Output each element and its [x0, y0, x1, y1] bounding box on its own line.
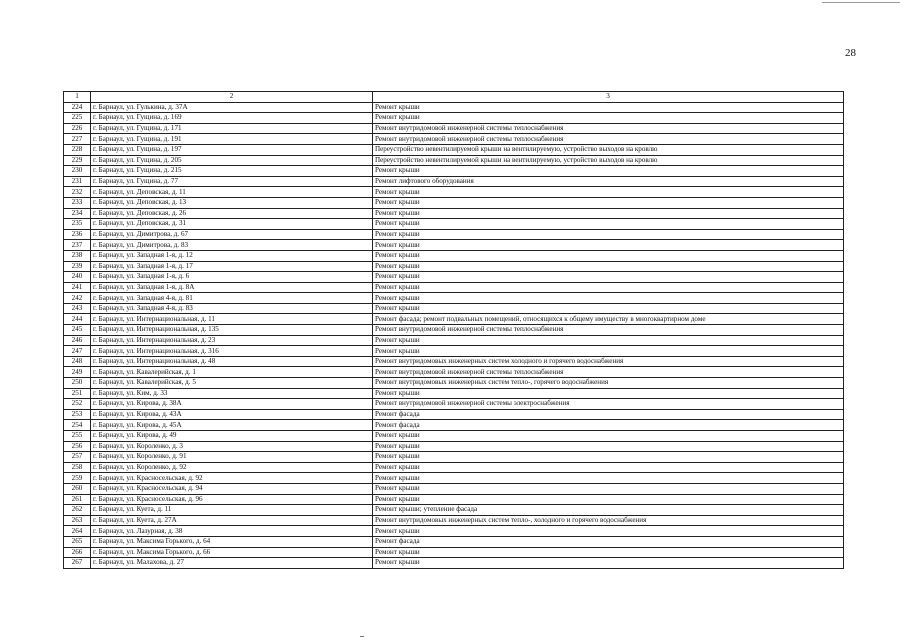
row-address: г. Барнаул, ул. Западная 1-я, д. 8А — [91, 282, 373, 293]
table-row — [64, 536, 844, 547]
row-number: 247 — [64, 346, 91, 357]
row-number: 255 — [64, 431, 91, 442]
row-address: г. Барнаул, ул. Красносельская, д. 96 — [91, 494, 373, 505]
row-number: 226 — [64, 123, 91, 134]
table-row — [64, 420, 844, 431]
column-header-address: 2 — [91, 92, 373, 103]
row-address: г. Барнаул, ул. Деповская, д. 26 — [91, 208, 373, 219]
row-address: г. Барнаул, ул. Короленко, д. 91 — [91, 452, 373, 463]
table-row — [64, 378, 844, 389]
row-address: г. Барнаул, ул. Куета, д. 27А — [91, 515, 373, 526]
page-number: 28 — [845, 47, 856, 59]
row-work-type: Ремонт крыши — [373, 240, 844, 251]
table-row — [64, 134, 844, 145]
table-row — [64, 293, 844, 304]
row-address: г. Барнаул, ул. Гущина, д. 77 — [91, 176, 373, 187]
table-row — [64, 240, 844, 251]
row-number: 242 — [64, 293, 91, 304]
row-work-type: Ремонт крыши — [373, 272, 844, 283]
row-work-type: Ремонт крыши — [373, 293, 844, 304]
row-work-type: Ремонт крыши — [373, 441, 844, 452]
row-work-type: Ремонт внутридомовой инженерной системы теплоснабжения — [373, 134, 844, 145]
row-work-type: Ремонт крыши — [373, 388, 844, 399]
row-work-type: Ремонт крыши — [373, 303, 844, 314]
row-number: 259 — [64, 473, 91, 484]
table-row — [64, 166, 844, 177]
row-work-type: Ремонт крыши — [373, 250, 844, 261]
row-number: 260 — [64, 483, 91, 494]
row-number: 235 — [64, 219, 91, 230]
row-number: 225 — [64, 113, 91, 124]
row-address: г. Барнаул, ул. Кавалерийская, д. 5 — [91, 378, 373, 389]
row-work-type: Ремонт внутридомовой инженерной системы электроснабжения — [373, 399, 844, 410]
row-number: 248 — [64, 356, 91, 367]
row-number: 261 — [64, 494, 91, 505]
row-address: г. Барнаул, ул. Гущина, д. 171 — [91, 123, 373, 134]
row-number: 238 — [64, 250, 91, 261]
table-row — [64, 197, 844, 208]
row-number: 262 — [64, 505, 91, 516]
column-header-work-type: 3 — [373, 92, 844, 103]
row-work-type: Ремонт крыши — [373, 473, 844, 484]
table-row — [64, 282, 844, 293]
table-row — [64, 123, 844, 134]
row-work-type: Ремонт крыши — [373, 558, 844, 569]
row-number: 254 — [64, 420, 91, 431]
table-row — [64, 431, 844, 442]
table-row — [64, 409, 844, 420]
row-work-type: Ремонт крыши — [373, 483, 844, 494]
row-work-type: Ремонт крыши — [373, 219, 844, 230]
table-row — [64, 547, 844, 558]
row-number: 233 — [64, 197, 91, 208]
row-address: г. Барнаул, ул. Гущина, д. 205 — [91, 155, 373, 166]
row-address: г. Барнаул, ул. Куета, д. 11 — [91, 505, 373, 516]
row-address: г. Барнаул, ул. Западная 4-я, д. 81 — [91, 293, 373, 304]
row-work-type: Переустройство невентилируемой крыши на вентилируемую, устройство выходов на кровлю — [373, 155, 844, 166]
table-row — [64, 526, 844, 537]
row-address: г. Барнаул, ул. Интернациональная, д. 316 — [91, 346, 373, 357]
row-address: г. Барнаул, ул. Малахова, д. 27 — [91, 558, 373, 569]
row-number: 252 — [64, 399, 91, 410]
row-work-type: Ремонт внутридомовой инженерной системы теплоснабжения — [373, 123, 844, 134]
row-address: г. Барнаул, ул. Красносельская, д. 94 — [91, 483, 373, 494]
row-address: г. Барнаул, ул. Максима Горького, д. 66 — [91, 547, 373, 558]
table-row — [64, 250, 844, 261]
row-number: 257 — [64, 452, 91, 463]
table-row — [64, 356, 844, 367]
table-row — [64, 314, 844, 325]
table-row — [64, 187, 844, 198]
row-work-type: Ремонт крыши — [373, 547, 844, 558]
row-address: г. Барнаул, ул. Деповская, д. 11 — [91, 187, 373, 198]
column-header-number: 1 — [64, 92, 91, 103]
table-row — [64, 494, 844, 505]
table-header-row — [64, 92, 844, 103]
table-row — [64, 367, 844, 378]
row-number: 264 — [64, 526, 91, 537]
row-number: 229 — [64, 155, 91, 166]
row-number: 251 — [64, 388, 91, 399]
row-work-type: Ремонт крыши — [373, 346, 844, 357]
row-address: г. Барнаул, ул. Кирова, д. 43А — [91, 409, 373, 420]
row-work-type: Ремонт крыши — [373, 282, 844, 293]
row-work-type: Ремонт крыши — [373, 197, 844, 208]
row-work-type: Ремонт лифтового оборудования — [373, 176, 844, 187]
row-address: г. Барнаул, ул. Димитрова, д. 83 — [91, 240, 373, 251]
row-work-type: Ремонт крыши — [373, 494, 844, 505]
row-address: г. Барнаул, ул. Гущина, д. 169 — [91, 113, 373, 124]
row-address: г. Барнаул, ул. Кирова, д. 45А — [91, 420, 373, 431]
row-work-type: Ремонт фасада — [373, 409, 844, 420]
table-row — [64, 441, 844, 452]
row-work-type: Ремонт крыши; утепление фасада — [373, 505, 844, 516]
row-address: г. Барнаул, ул. Максима Горького, д. 64 — [91, 536, 373, 547]
row-number: 267 — [64, 558, 91, 569]
row-address: г. Барнаул, ул. Гущина, д. 215 — [91, 166, 373, 177]
row-number: 230 — [64, 166, 91, 177]
row-number: 263 — [64, 515, 91, 526]
table-row — [64, 346, 844, 357]
row-address: г. Барнаул, ул. Лазурная, д. 38 — [91, 526, 373, 537]
row-number: 245 — [64, 325, 91, 336]
row-number: 253 — [64, 409, 91, 420]
table-row — [64, 303, 844, 314]
row-number: 228 — [64, 144, 91, 155]
table-row — [64, 505, 844, 516]
row-address: г. Барнаул, ул. Интернациональная, д. 48 — [91, 356, 373, 367]
row-address: г. Барнаул, ул. Гущина, д. 197 — [91, 144, 373, 155]
table-row — [64, 219, 844, 230]
table-row — [64, 261, 844, 272]
row-work-type: Ремонт крыши — [373, 187, 844, 198]
row-work-type: Ремонт крыши — [373, 229, 844, 240]
row-work-type: Ремонт крыши — [373, 261, 844, 272]
row-number: 237 — [64, 240, 91, 251]
table-row — [64, 473, 844, 484]
row-address: г. Барнаул, ул. Интернациональная, д. 135 — [91, 325, 373, 336]
row-address: г. Барнаул, ул. Димитрова, д. 67 — [91, 229, 373, 240]
row-work-type: Ремонт фасада — [373, 420, 844, 431]
row-work-type: Ремонт крыши — [373, 335, 844, 346]
scan-edge-mark — [822, 2, 900, 5]
row-work-type: Ремонт крыши — [373, 431, 844, 442]
row-work-type: Ремонт внутридомовых инженерных систем тепло-, горячего водоснабжения — [373, 378, 844, 389]
row-number: 227 — [64, 134, 91, 145]
table-row — [64, 335, 844, 346]
row-number: 246 — [64, 335, 91, 346]
table-body — [64, 102, 844, 568]
row-work-type: Ремонт крыши — [373, 102, 844, 113]
row-number: 256 — [64, 441, 91, 452]
row-work-type: Ремонт фасада — [373, 536, 844, 547]
table-row — [64, 483, 844, 494]
table-row — [64, 399, 844, 410]
row-number: 258 — [64, 462, 91, 473]
row-number: 250 — [64, 378, 91, 389]
row-work-type: Переустройство невентилируемой крыши на вентилируемую, устройство выходов на кровлю — [373, 144, 844, 155]
row-address: г. Барнаул, ул. Деповская, д. 31 — [91, 219, 373, 230]
table-row — [64, 144, 844, 155]
row-work-type: Ремонт внутридомовых инженерных систем холодного и горячего водоснабжения — [373, 356, 844, 367]
row-address: г. Барнаул, ул. Западная 1-я, д. 6 — [91, 272, 373, 283]
table-row — [64, 325, 844, 336]
table-row — [64, 102, 844, 113]
row-address: г. Барнаул, ул. Западная 4-я, д. 83 — [91, 303, 373, 314]
row-work-type: Ремонт внутридомовой инженерной системы теплоснабжения — [373, 367, 844, 378]
row-address: г. Барнаул, ул. Деповская, д. 13 — [91, 197, 373, 208]
row-number: 234 — [64, 208, 91, 219]
row-address: г. Барнаул, ул. Красносельская, д. 92 — [91, 473, 373, 484]
repair-register-table — [63, 91, 844, 569]
table-row — [64, 113, 844, 124]
scan-speck — [360, 636, 364, 637]
row-address: г. Барнаул, ул. Кирова, д. 49 — [91, 431, 373, 442]
row-number: 232 — [64, 187, 91, 198]
table-row — [64, 462, 844, 473]
row-address: г. Барнаул, ул. Гулькина, д. 37А — [91, 102, 373, 113]
row-address: г. Барнаул, ул. Кавалерийская, д. 1 — [91, 367, 373, 378]
row-address: г. Барнаул, ул. Гущина, д. 191 — [91, 134, 373, 145]
table-row — [64, 176, 844, 187]
row-work-type: Ремонт фасада; ремонт подвальных помещений, относящихся к общему имуществу в многоквартирном доме — [373, 314, 844, 325]
row-work-type: Ремонт крыши — [373, 526, 844, 537]
table-row — [64, 272, 844, 283]
row-work-type: Ремонт крыши — [373, 113, 844, 124]
table-row — [64, 515, 844, 526]
table-row — [64, 208, 844, 219]
row-number: 231 — [64, 176, 91, 187]
row-number: 241 — [64, 282, 91, 293]
row-number: 244 — [64, 314, 91, 325]
row-number: 224 — [64, 102, 91, 113]
row-address: г. Барнаул, ул. Западная 1-я, д. 12 — [91, 250, 373, 261]
row-number: 265 — [64, 536, 91, 547]
row-address: г. Барнаул, ул. Короленко, д. 92 — [91, 462, 373, 473]
row-work-type: Ремонт внутридомовой инженерной системы теплоснабжения — [373, 325, 844, 336]
row-work-type: Ремонт крыши — [373, 452, 844, 463]
table-row — [64, 229, 844, 240]
row-number: 249 — [64, 367, 91, 378]
row-address: г. Барнаул, ул. Кирова, д. 38А — [91, 399, 373, 410]
row-number: 239 — [64, 261, 91, 272]
row-work-type: Ремонт крыши — [373, 166, 844, 177]
row-number: 240 — [64, 272, 91, 283]
row-number: 243 — [64, 303, 91, 314]
row-address: г. Барнаул, ул. Интернациональная, д. 23 — [91, 335, 373, 346]
table-row — [64, 155, 844, 166]
row-address: г. Барнаул, ул. Короленко, д. 3 — [91, 441, 373, 452]
row-work-type: Ремонт крыши — [373, 208, 844, 219]
row-number: 236 — [64, 229, 91, 240]
table-row — [64, 452, 844, 463]
table-row — [64, 558, 844, 569]
row-address: г. Барнаул, ул. Интернациональная, д. 11 — [91, 314, 373, 325]
row-work-type: Ремонт крыши — [373, 462, 844, 473]
table-row — [64, 388, 844, 399]
row-number: 266 — [64, 547, 91, 558]
row-work-type: Ремонт внутридомовых инженерных систем тепло-, холодного и горячего водоснабжения — [373, 515, 844, 526]
row-address: г. Барнаул, ул. Ким, д. 33 — [91, 388, 373, 399]
row-address: г. Барнаул, ул. Западная 1-я, д. 17 — [91, 261, 373, 272]
